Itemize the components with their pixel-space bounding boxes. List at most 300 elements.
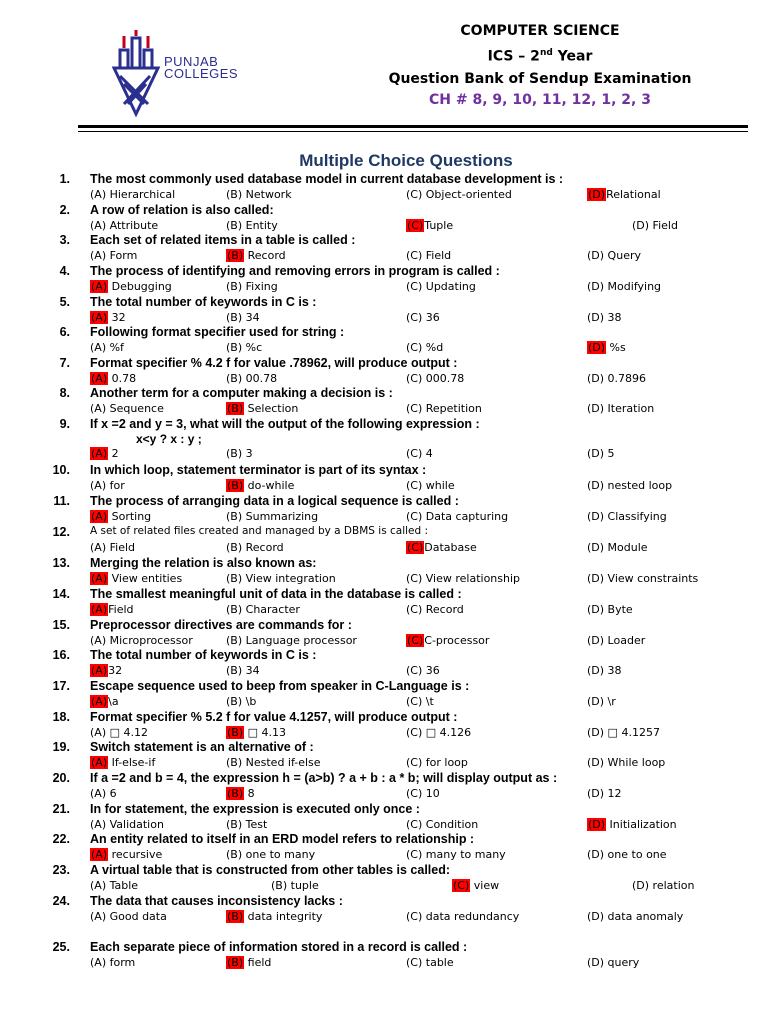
option-letter: (B) (226, 541, 243, 554)
option-letter: (A) (90, 818, 107, 831)
option-label: Initialization (606, 818, 677, 831)
answer-option (406, 341, 443, 354)
option-label: 00.78 (242, 372, 278, 385)
option-label: Validation (106, 818, 164, 831)
option-label: □ 4.12 (106, 726, 148, 739)
question-number: 17. (52, 679, 70, 693)
answer-option (226, 341, 262, 354)
answer-option (587, 956, 639, 969)
option-label: relation (649, 879, 695, 892)
question-text: The most commonly used database model in current database development is : (90, 172, 564, 186)
question-number: 23. (52, 863, 70, 877)
option-label: Character (242, 603, 300, 616)
option-letter: (B) (226, 341, 243, 354)
option-letter: (C) (406, 479, 423, 492)
answer-option (406, 603, 464, 616)
option-letter: (D) (587, 541, 605, 554)
answer-option (226, 447, 253, 460)
correct-answer-marker: (B) (227, 479, 244, 492)
option-label: Field (649, 219, 678, 232)
answer-option (632, 219, 678, 232)
option-label: Form (106, 249, 138, 262)
correct-answer-marker: (A) (91, 447, 108, 460)
option-label: □ 4.126 (422, 726, 472, 739)
option-label: %f (106, 341, 124, 354)
answer-option (406, 910, 519, 923)
question-number: 7. (59, 356, 70, 370)
option-label: \b (242, 695, 257, 708)
question-text: The smallest meaningful unit of data in the database is called : (90, 587, 462, 601)
option-label: 36 (422, 311, 440, 324)
answer-option (406, 818, 478, 831)
answer-option (226, 479, 294, 492)
exam-title: Question Bank of Sendup Examination (388, 70, 692, 87)
option-letter: (C) (406, 818, 423, 831)
option-letter: (B) (226, 572, 243, 585)
option-letter: (A) (90, 341, 107, 354)
option-label: 000.78 (422, 372, 465, 385)
option-label: tuple (287, 879, 319, 892)
option-letter: (A) (90, 541, 107, 554)
option-label: %s (606, 341, 626, 354)
question-text: Format specifier % 5.2 f for value 4.1257, will produce output : (90, 710, 458, 724)
answer-option (226, 848, 315, 861)
option-label: 36 (422, 664, 440, 677)
option-label: do-while (244, 479, 295, 492)
option-letter: (B) (226, 219, 243, 232)
answer-option (226, 188, 292, 201)
option-label: query (604, 956, 640, 969)
option-label: data redundancy (422, 910, 520, 923)
question-text: In which loop, statement terminator is part of its syntax : (90, 463, 427, 477)
answer-option (90, 879, 138, 892)
option-letter: (A) (90, 726, 107, 739)
option-letter: (C) (406, 695, 423, 708)
answer-option (587, 664, 622, 677)
option-letter: (B) (271, 879, 288, 892)
option-label: Summarizing (242, 510, 319, 523)
answer-option (226, 726, 286, 739)
answer-option (587, 910, 683, 923)
answer-option (406, 572, 520, 585)
question-text: Merging the relation is also known as: (90, 556, 317, 570)
question-expression: x<y ? x : y ; (136, 432, 202, 446)
answer-option (226, 695, 256, 708)
answer-option (406, 249, 451, 262)
answer-option (452, 879, 499, 892)
answer-option (587, 603, 633, 616)
option-label: If-else-if (108, 756, 156, 769)
option-letter: (B) (226, 818, 243, 831)
answer-option (406, 479, 455, 492)
answer-option (226, 664, 260, 677)
answer-option (90, 634, 193, 647)
correct-answer-marker: (B) (227, 726, 244, 739)
answer-option (587, 311, 622, 324)
answer-option (90, 848, 162, 861)
answer-option (90, 341, 124, 354)
option-letter: (D) (587, 280, 605, 293)
correct-answer-marker: (B) (227, 249, 244, 262)
answer-option (226, 372, 277, 385)
answer-option (226, 603, 300, 616)
option-letter: (C) (406, 910, 423, 923)
correct-answer-marker: (C) (407, 541, 424, 554)
year-sup: nd (539, 48, 553, 58)
option-label: 38 (604, 664, 622, 677)
option-label: for loop (422, 756, 468, 769)
question-text: The data that causes inconsistency lacks : (90, 894, 343, 908)
correct-answer-marker: (D) (588, 818, 606, 831)
option-letter: (D) (587, 372, 605, 385)
correct-answer-marker: (B) (227, 956, 244, 969)
option-label: Field (422, 249, 452, 262)
option-letter: (D) (632, 879, 650, 892)
option-label: 5 (604, 447, 615, 460)
answer-option (587, 634, 645, 647)
question-number: 22. (52, 832, 70, 846)
answer-option (90, 818, 164, 831)
answer-option (406, 219, 453, 232)
option-letter: (D) (587, 695, 605, 708)
question-number: 12. (52, 525, 70, 539)
answer-option (90, 572, 182, 585)
option-letter: (D) (587, 787, 605, 800)
answer-option (406, 664, 440, 677)
answer-option (587, 188, 661, 201)
answer-option (90, 402, 164, 415)
answer-option (226, 402, 298, 415)
answer-option (587, 372, 646, 385)
option-letter: (B) (226, 311, 243, 324)
question-number: 6. (59, 325, 70, 339)
option-letter: (D) (587, 664, 605, 677)
correct-answer-marker: (A) (91, 372, 108, 385)
option-letter: (C) (406, 664, 423, 677)
answer-option (226, 280, 278, 293)
answer-option (406, 756, 468, 769)
option-letter: (B) (226, 664, 243, 677)
answer-option (226, 756, 321, 769)
option-label: 6 (106, 787, 117, 800)
logo-text: PUNJAB COLLEGES (164, 54, 239, 81)
question-number: 19. (52, 740, 70, 754)
answer-option (90, 603, 134, 616)
correct-answer-marker: (D) (588, 188, 606, 201)
correct-answer-marker: (C) (407, 634, 424, 647)
answer-option (90, 479, 125, 492)
option-label: View relationship (422, 572, 521, 585)
question-number: 20. (52, 771, 70, 785)
option-letter: (A) (90, 787, 107, 800)
option-label: Iteration (604, 402, 655, 415)
option-letter: (D) (587, 910, 605, 923)
option-label: Field (108, 603, 134, 616)
section-title: Multiple Choice Questions (299, 151, 513, 170)
correct-answer-marker: (A) (91, 311, 108, 324)
answer-option (587, 402, 654, 415)
option-label: Modifying (604, 280, 662, 293)
question-number: 18. (52, 710, 70, 724)
question-number: 25. (52, 940, 70, 954)
answer-option (406, 510, 508, 523)
question-text: In for statement, the expression is executed only once : (90, 802, 420, 816)
option-label: Record (242, 541, 284, 554)
option-label: Relational (606, 188, 661, 201)
option-label: 34 (242, 664, 260, 677)
subject-title: COMPUTER SCIENCE (460, 23, 620, 39)
option-label: recursive (108, 848, 163, 861)
year-suffix: Year (552, 48, 593, 65)
option-letter: (B) (226, 447, 243, 460)
option-letter: (B) (226, 510, 243, 523)
option-label: Loader (604, 634, 646, 647)
option-label: 3 (242, 447, 253, 460)
question-text: A virtual table that is constructed from other tables is called: (90, 863, 451, 877)
answer-option (406, 726, 471, 739)
question-number: 21. (52, 802, 70, 816)
question-number: 13. (52, 556, 70, 570)
option-label: one to many (242, 848, 316, 861)
option-letter: (C) (406, 510, 423, 523)
option-label: Record (422, 603, 464, 616)
answer-option (587, 280, 661, 293)
option-letter: (D) (587, 848, 605, 861)
option-label: \r (604, 695, 616, 708)
option-letter: (C) (406, 447, 423, 460)
option-letter: (C) (406, 956, 423, 969)
option-label: \a (108, 695, 119, 708)
question-number: 15. (52, 618, 70, 632)
answer-option (90, 280, 172, 293)
option-label: Selection (244, 402, 299, 415)
correct-answer-marker: (A) (91, 756, 108, 769)
answer-option (226, 572, 336, 585)
answer-option (90, 910, 167, 923)
option-label: one to one (604, 848, 667, 861)
option-label: view (470, 879, 500, 892)
answer-option (406, 634, 489, 647)
question-number: 14. (52, 587, 70, 601)
option-label: Debugging (108, 280, 172, 293)
option-letter: (D) (632, 219, 650, 232)
question-text: The process of arranging data in a logical sequence is called : (90, 494, 459, 508)
question-text: The total number of keywords in C is : (90, 648, 317, 662)
option-label: Microprocessor (106, 634, 193, 647)
option-label: Good data (106, 910, 167, 923)
option-letter: (D) (587, 956, 605, 969)
option-label: 8 (244, 787, 255, 800)
option-label: □ 4.13 (244, 726, 287, 739)
option-label: Hierarchical (106, 188, 176, 201)
option-label: Query (604, 249, 641, 262)
correct-answer-marker: (D) (588, 341, 606, 354)
answer-option (90, 956, 135, 969)
option-letter: (C) (406, 787, 423, 800)
option-label: for (106, 479, 125, 492)
answer-option (226, 510, 318, 523)
answer-option (90, 372, 136, 385)
option-letter: (C) (406, 402, 423, 415)
option-label: 32 (108, 311, 126, 324)
question-text: Each separate piece of information stored in a record is called : (90, 940, 468, 954)
question-text: Preprocessor directives are commands for : (90, 618, 352, 632)
answer-option (90, 756, 155, 769)
option-label: Fixing (242, 280, 278, 293)
correct-answer-marker: (C) (407, 219, 424, 232)
answer-option (90, 510, 151, 523)
answer-option (587, 756, 665, 769)
answer-option (587, 726, 660, 739)
question-text: Format specifier % 4.2 f for value .78962, will produce output : (90, 356, 458, 370)
answer-option (406, 787, 440, 800)
option-label: \t (422, 695, 434, 708)
option-label: nested loop (604, 479, 673, 492)
question-number: 9. (59, 417, 70, 431)
answer-option (587, 848, 667, 861)
answer-option (587, 341, 626, 354)
option-letter: (C) (406, 341, 423, 354)
option-letter: (B) (226, 695, 243, 708)
option-label: 12 (604, 787, 622, 800)
question-text: Each set of related items in a table is called : (90, 233, 356, 247)
option-label: Field (106, 541, 135, 554)
answer-option (587, 541, 648, 554)
option-letter: (D) (587, 572, 605, 585)
answer-option (90, 219, 158, 232)
option-letter: (B) (226, 603, 243, 616)
answer-option (406, 956, 454, 969)
option-label: 4 (422, 447, 433, 460)
question-number: 24. (52, 894, 70, 908)
answer-option (587, 695, 616, 708)
answer-option (406, 541, 477, 554)
correct-answer-marker: (A) (91, 664, 108, 677)
answer-option (587, 447, 615, 460)
option-label: Network (242, 188, 292, 201)
answer-option (226, 956, 271, 969)
option-label: 34 (242, 311, 260, 324)
answer-option (587, 510, 667, 523)
option-label: □ 4.1257 (604, 726, 660, 739)
answer-option (271, 879, 319, 892)
option-letter: (A) (90, 249, 107, 262)
option-label: 0.7896 (604, 372, 647, 385)
option-label: View constraints (604, 572, 699, 585)
option-label: data anomaly (604, 910, 684, 923)
option-letter: (D) (587, 249, 605, 262)
option-label: Language processor (242, 634, 357, 647)
option-label: Test (242, 818, 268, 831)
answer-option (406, 188, 512, 201)
option-letter: (C) (406, 280, 423, 293)
correct-answer-marker: (A) (91, 848, 108, 861)
option-letter: (C) (406, 603, 423, 616)
option-letter: (B) (226, 634, 243, 647)
option-label: View integration (242, 572, 336, 585)
option-letter: (A) (90, 402, 107, 415)
option-letter: (D) (587, 402, 605, 415)
question-text: The process of identifying and removing errors in program is called : (90, 264, 500, 278)
answer-option (90, 188, 175, 201)
answer-option (90, 541, 135, 554)
question-text: Following format specifier used for string : (90, 325, 345, 339)
answer-option (226, 910, 322, 923)
option-letter: (B) (226, 188, 243, 201)
question-number: 4. (59, 264, 70, 278)
option-label: Database (424, 541, 477, 554)
question-number: 3. (59, 233, 70, 247)
option-letter: (D) (587, 447, 605, 460)
answer-option (226, 219, 278, 232)
answer-option (90, 787, 117, 800)
answer-option (587, 479, 672, 492)
question-text: Escape sequence used to beep from speaker in C-Language is : (90, 679, 470, 693)
option-letter: (B) (226, 372, 243, 385)
option-letter: (B) (226, 756, 243, 769)
question-text: The total number of keywords in C is : (90, 295, 317, 309)
question-text: A set of related files created and managed by a DBMS is called : (90, 525, 429, 537)
option-label: Data capturing (422, 510, 509, 523)
option-label: Repetition (422, 402, 482, 415)
answer-option (406, 311, 440, 324)
option-label: Table (106, 879, 139, 892)
option-letter: (C) (406, 249, 423, 262)
option-letter: (D) (587, 311, 605, 324)
option-label: C-processor (424, 634, 490, 647)
option-label: 2 (108, 447, 119, 460)
correct-answer-marker: (B) (227, 910, 244, 923)
answer-option (587, 249, 641, 262)
option-letter: (A) (90, 479, 107, 492)
answer-option (90, 695, 119, 708)
option-label: table (422, 956, 454, 969)
option-letter: (A) (90, 219, 107, 232)
question-text: If x =2 and y = 3, what will the output of the following expression : (90, 417, 480, 431)
answer-option (406, 402, 482, 415)
option-label: 10 (422, 787, 440, 800)
answer-option (406, 848, 506, 861)
option-label: field (244, 956, 272, 969)
correct-answer-marker: (A) (91, 695, 108, 708)
option-label: many to many (422, 848, 506, 861)
answer-option (226, 311, 260, 324)
option-letter: (D) (587, 726, 605, 739)
option-letter: (A) (90, 188, 107, 201)
option-label: Attribute (106, 219, 159, 232)
question-number: 8. (59, 386, 70, 400)
option-letter: (C) (406, 756, 423, 769)
answer-option (226, 787, 255, 800)
question-text: An entity related to itself in an ERD model refers to relationship : (90, 832, 475, 846)
option-label: %d (422, 341, 444, 354)
option-label: while (422, 479, 455, 492)
option-label: Tuple (424, 219, 454, 232)
option-letter: (A) (90, 956, 107, 969)
correct-answer-marker: (A) (91, 572, 108, 585)
option-label: Object-oriented (422, 188, 512, 201)
option-label: %c (242, 341, 263, 354)
question-text: A row of relation is also called: (90, 203, 274, 217)
answer-option (406, 372, 464, 385)
option-letter: (A) (90, 634, 107, 647)
answer-option (90, 664, 122, 677)
option-label: Record (244, 249, 286, 262)
option-letter: (B) (226, 280, 243, 293)
option-letter: (D) (587, 756, 605, 769)
option-letter: (C) (406, 372, 423, 385)
option-letter: (C) (406, 572, 423, 585)
